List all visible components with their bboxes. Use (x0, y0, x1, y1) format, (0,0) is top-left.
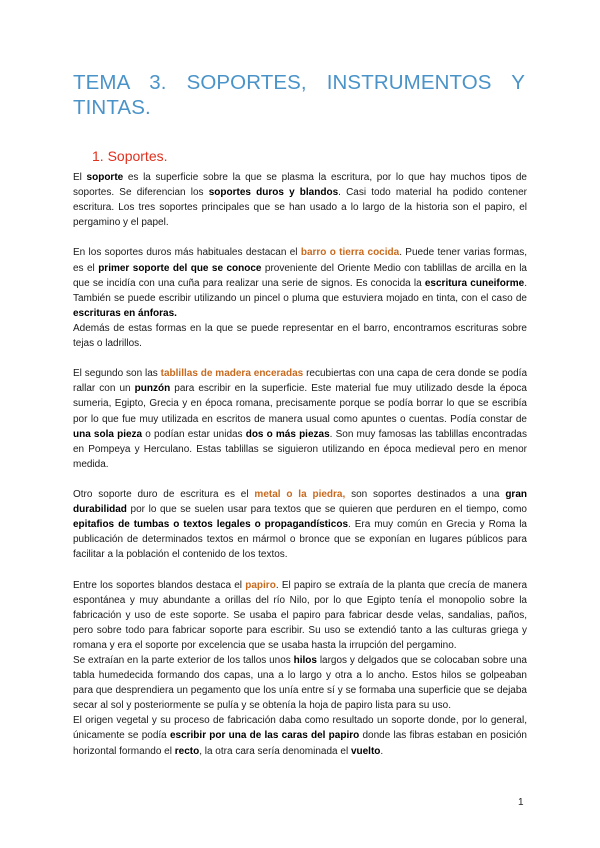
term-dos-piezas: dos o más piezas (245, 428, 330, 440)
highlight-metal-piedra: metal o la piedra, (254, 488, 346, 500)
term-vuelto: vuelto (350, 745, 381, 757)
term-recto: recto (174, 745, 200, 757)
term-anforas: escrituras en ánforas. (73, 307, 177, 319)
section-heading: 1. Soportes. (92, 148, 168, 164)
term-primer-soporte: primer soporte del que se conoce (98, 262, 262, 274)
paragraph-papiro: Entre los soportes blandos destaca el papiro. El papiro se extraía de la planta que crecía de manera espontánea y muy abundante a orillas del río Nilo, por lo que Egipto tenía el monopolio sobre la fabricación y uso de este soporte. Se usaba el papiro para fabricar desde velas, sandalias, paños, pero sobre todo para fabricar soporte para escribir. Su uso se extendió tanto a las culturas griega y romana y era el soporte por excelencia que se usaba hasta la irrupción del pergamino. (73, 579, 528, 651)
term-una-pieza: una sola pieza (73, 428, 143, 440)
paragraph-metal-piedra: Otro soporte duro de escritura es el metal o la piedra, son soportes destinados a una gran durabilidad por lo que se suelen usar para textos que se quieren que perduren en el tiempo, como epitafios de tumbas o textos legales o propagandísticos. Era muy común en Grecia y Roma la publicación de determinados textos en mármol o bronce que se exponían en lugares públicos para facilitar a la población el contenido de los textos. (73, 488, 527, 561)
document-body (73, 170, 527, 759)
highlight-barro: barro o tierra cocida (300, 247, 400, 259)
term-cuneiforme: escritura cuneiforme (424, 277, 525, 289)
term-hilos: hilos (293, 655, 317, 666)
term-durabilidad: gran durabilidad (73, 488, 527, 516)
paragraph-origen-vegetal: El origen vegetal y su proceso de fabricación daba como resultado un soporte donde, por lo general, únicamente se podía escribir por una de las caras del papiro donde las fibras estaban en posición horizontal formando el recto, la otra cara sería denominada el vuelto. (73, 715, 527, 757)
paragraph-barro: En los soportes duros más habituales destacan el barro o tierra cocida. Puede tener varias formas, es el primer soporte del que se conoce proveniente del Oriente Medio con tablillas de arcilla en la que se incidía con una cuña para realizar una serie de signos. Es conocida la escritura cuneiforme. También se puede escribir utilizando un pincel o pluma que estuviera mojado en tinta, con el caso de escrituras en ánforas. Además de estas formas en la que se puede representar en el barro, encontramos escrituras sobre tejas o ladrillos. (73, 247, 527, 350)
paragraph-hilos: Se extraían en la parte exterior de los tallos unos hilos largos y delgados que se colocaban sobre una tabla humedecida formando dos capas, una a lo largo y otra a lo ancho. Estos hilos se golpeaban para que desprendiera un pegamento que los unía entre sí y se formaba una superficie que se dejaba secar al sol y posteriormente se pulía y se obtenía la hoja de papiro lista para su uso. (73, 655, 527, 712)
term-soporte: soporte (86, 172, 124, 183)
paragraph-tablillas: El segundo son las tablillas de madera enceradas recubiertas con una capa de cera donde se podía rallar con un punzón para escribir en la superficie. Este material fue muy utilizado desde la época sumeria, Egipto, Grecia y en época romana, precisamente porque se podía borrar lo que se escribía por lo que fue muy utilizada en escritos de manera usual como apuntes o cuentas. Podía constar de una sola pieza o podían estar unidas dos o más piezas. Son muy famosas las tablillas encontradas en Pompeya y Herculano. Estas tablillas se siguieron utilizando en época medieval pero en menor medida. (73, 368, 528, 470)
highlight-papiro: papiro (245, 579, 276, 591)
page-title: TEMA 3. SOPORTES, INSTRUMENTOS Y TINTAS. (73, 71, 525, 119)
highlight-tablillas: tablillas de madera enceradas (160, 368, 304, 380)
page-number: 1 (518, 797, 524, 808)
term-soportes-duros-blandos: soportes duros y blandos (208, 187, 339, 199)
term-punzon: punzón (134, 383, 171, 395)
term-una-cara: escribir por una de las caras del papiro (169, 730, 360, 742)
term-epitafios: epitafios de tumbas o textos legales o propagandísticos (73, 519, 349, 531)
paragraph-soporte-intro: El soporte es la superficie sobre la que se plasma la escritura, por lo que hay muchos tipos de soportes. Se diferencian los soportes duros y blandos. Casi todo material ha podido contener escritura. Los tres soportes principales que se han usado a lo largo de la historia son el papiro, el pergamino y el papel. (73, 172, 527, 229)
